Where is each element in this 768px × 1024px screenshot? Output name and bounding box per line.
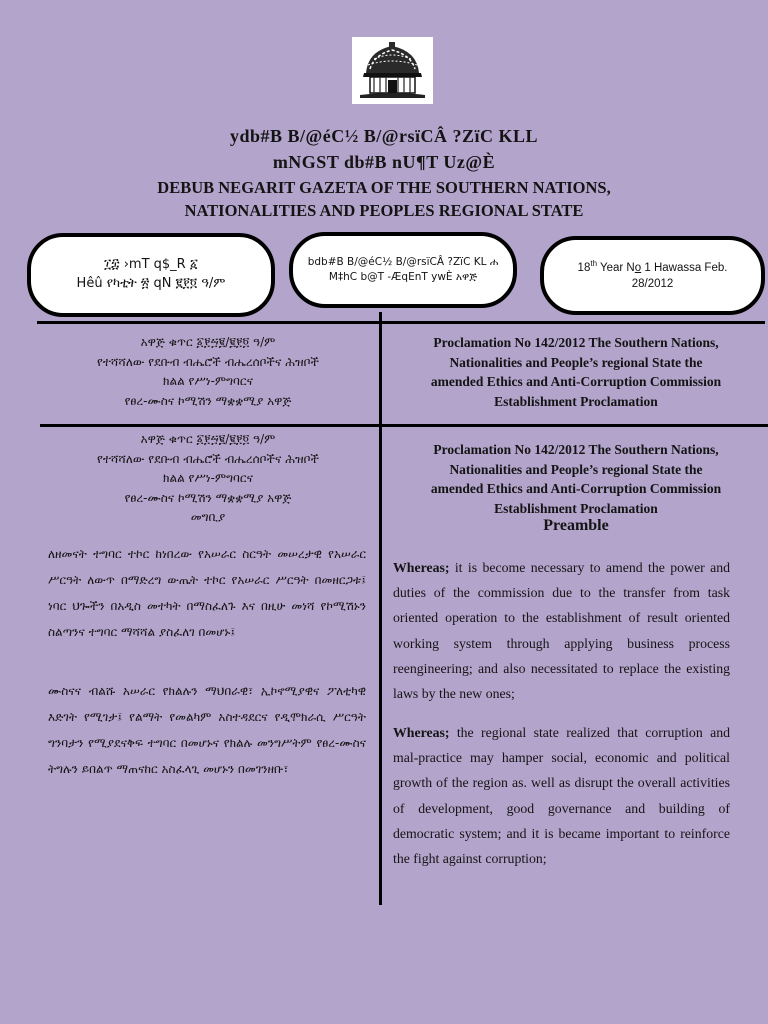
title-line: Establishment Proclamation [494, 393, 658, 409]
year-label: Year N [597, 261, 635, 274]
whereas-lead: Whereas; [393, 725, 450, 740]
title-line: የፀረ-ሙስና ኮሚሽን ማቋቋሚያ አዋጅ [124, 490, 292, 505]
title-line: Nationalities and People’s regional State the [449, 354, 703, 370]
preamble-heading-amharic: መግቢያ [190, 510, 226, 524]
english-paragraph-1 [393, 555, 730, 706]
amharic-paragraph-2: ሙስናና ብልሹ አሠራር የክልሉን ማህበራዊ፣ ኢኮኖሚያዊና ፖለቲካዊ እድገት የሚገታ፤ የልማት የመልካም አስተዳደርና የዲሞክራሲ ሥርዓት ግንባታን የሚያደናቅፍ ተግባር በመሆኑና የክልሉ መንግሥትም የፀረ-ሙስና ትግሉን ይበልጥ ማጠናከር አስፈላጊ መሆኑን በመገንዘቡ፣ [48, 684, 366, 776]
issue-badge-english-line-2: 28/2012 [631, 278, 674, 291]
publisher-badge-line-2: M‡hC b@T -ÆqEnT ywÈ አዋጅ [328, 271, 478, 283]
title-line: አዋጅ ቁጥር ፩፻፵፪/፪፻፬ ዓ/ም [140, 335, 276, 349]
header-title-line-2: mNGST db#B nU¶T Uz@È [272, 152, 496, 172]
issue-badge-line-1: ፲፰ ›mT q$_R ፩ [104, 257, 198, 273]
title-line: ክልል የሥነ-ምግባርና [163, 471, 253, 485]
issue-badge-english-line-1 [578, 258, 728, 277]
header-title-line-4: NATIONALITIES AND PEOPLES REGIONAL STATE [184, 201, 584, 220]
whereas-lead: Whereas; [393, 560, 450, 575]
amharic-paragraph-1: ለዘመናት ተግባር ተኮር ከነበረው የአሠራር ስርዓት መሠረታዊ የአሠራር ሥርዓት ለውጥ በማድረግ ውጤት ተኮር የአሠራር ሥርዓት በመዘርጋቱ፤ ነባር ህጐችን በአዲስ መተካት በማስፈለጉ እና በዚሁ መነሻ የኮሚሽኑን ስልጣንና ተግባር ማሻሻል ያስፈለገ በመሆኑ፤ [48, 547, 366, 639]
title-line: Nationalities and People’s regional State the [449, 461, 703, 477]
title-block-1-english [384, 333, 768, 411]
section-rule [40, 424, 768, 427]
title-line: ክልል የሥነ-ምግባርና [163, 374, 253, 388]
issue-badge-amharic [27, 233, 275, 317]
header-title-line-1: ydb#B B/@éC½ B/@rsïCÂ ?ZïC KLL [229, 126, 539, 146]
title-line: የተሻሻለው የደቡብ ብሔሮች ብሔረሰቦችና ሕዝቦች [96, 451, 320, 466]
column-divider [379, 312, 382, 905]
title-line: Establishment Proclamation [494, 500, 658, 516]
title-line: amended Ethics and Anti-Corruption Commission [430, 481, 722, 496]
number-abbrev: o [634, 261, 642, 274]
issue-number: 18 [577, 261, 591, 274]
english-paragraph-2 [393, 720, 730, 871]
title-line: አዋጅ ቁጥር ፩፻፵፪/፪፻፬ ዓ/ም [140, 432, 276, 446]
title-line: የፀረ-ሙስና ኮሚሽን ማቋቋሚያ አዋጅ [124, 393, 292, 408]
title-line: የተሻሻለው የደቡብ ብሔሮች ብሔረሰቦችና ሕዝቦች [96, 354, 320, 369]
header-rule [37, 321, 765, 324]
title-line: Proclamation No 142/2012 The Southern Nations, [433, 442, 719, 457]
title-line: amended Ethics and Anti-Corruption Commission [430, 374, 722, 389]
regional-emblem-hut-icon [352, 37, 433, 104]
title-block-2-amharic [40, 430, 376, 528]
ordinal-suffix: th [590, 258, 598, 268]
title-block-1-amharic [40, 333, 376, 411]
header-title-line-3: DEBUB NEGARIT GAZETA OF THE SOUTHERN NATIONS, [157, 178, 611, 197]
preamble-heading: Preamble [543, 517, 609, 534]
issue-badge-english [540, 236, 765, 315]
title-line: Proclamation No 142/2012 The Southern Nations, [433, 335, 719, 350]
issue-place-date: 1 Hawassa Feb. [641, 261, 728, 274]
publisher-badge-line-1: bdb#B B/@éC½ B/@rsïCÂ ?ZïC KL ሐ [307, 255, 499, 268]
paragraph-text: the regional state realized that corruption and mal-practice may hamper social, economic and political growth of the region as. well as disrupt the overall activities of development, good governance and building of democratic system; and it is became important to reinforce the fight against corruption; [393, 725, 730, 867]
publisher-badge [289, 232, 517, 308]
title-block-2-english [384, 440, 768, 518]
paragraph-text: it is become necessary to amend the power and duties of the commission due to the transfer from task oriented operation to the establishment of result oriented working system through applying business process reengineering; and also necessitated to replace the existing laws by the new ones; [393, 560, 730, 702]
issue-badge-line-2: Hêû የካቲት ፳ qN ፪፻፬ ዓ/ም [76, 276, 226, 291]
regional-emblem [352, 37, 433, 104]
